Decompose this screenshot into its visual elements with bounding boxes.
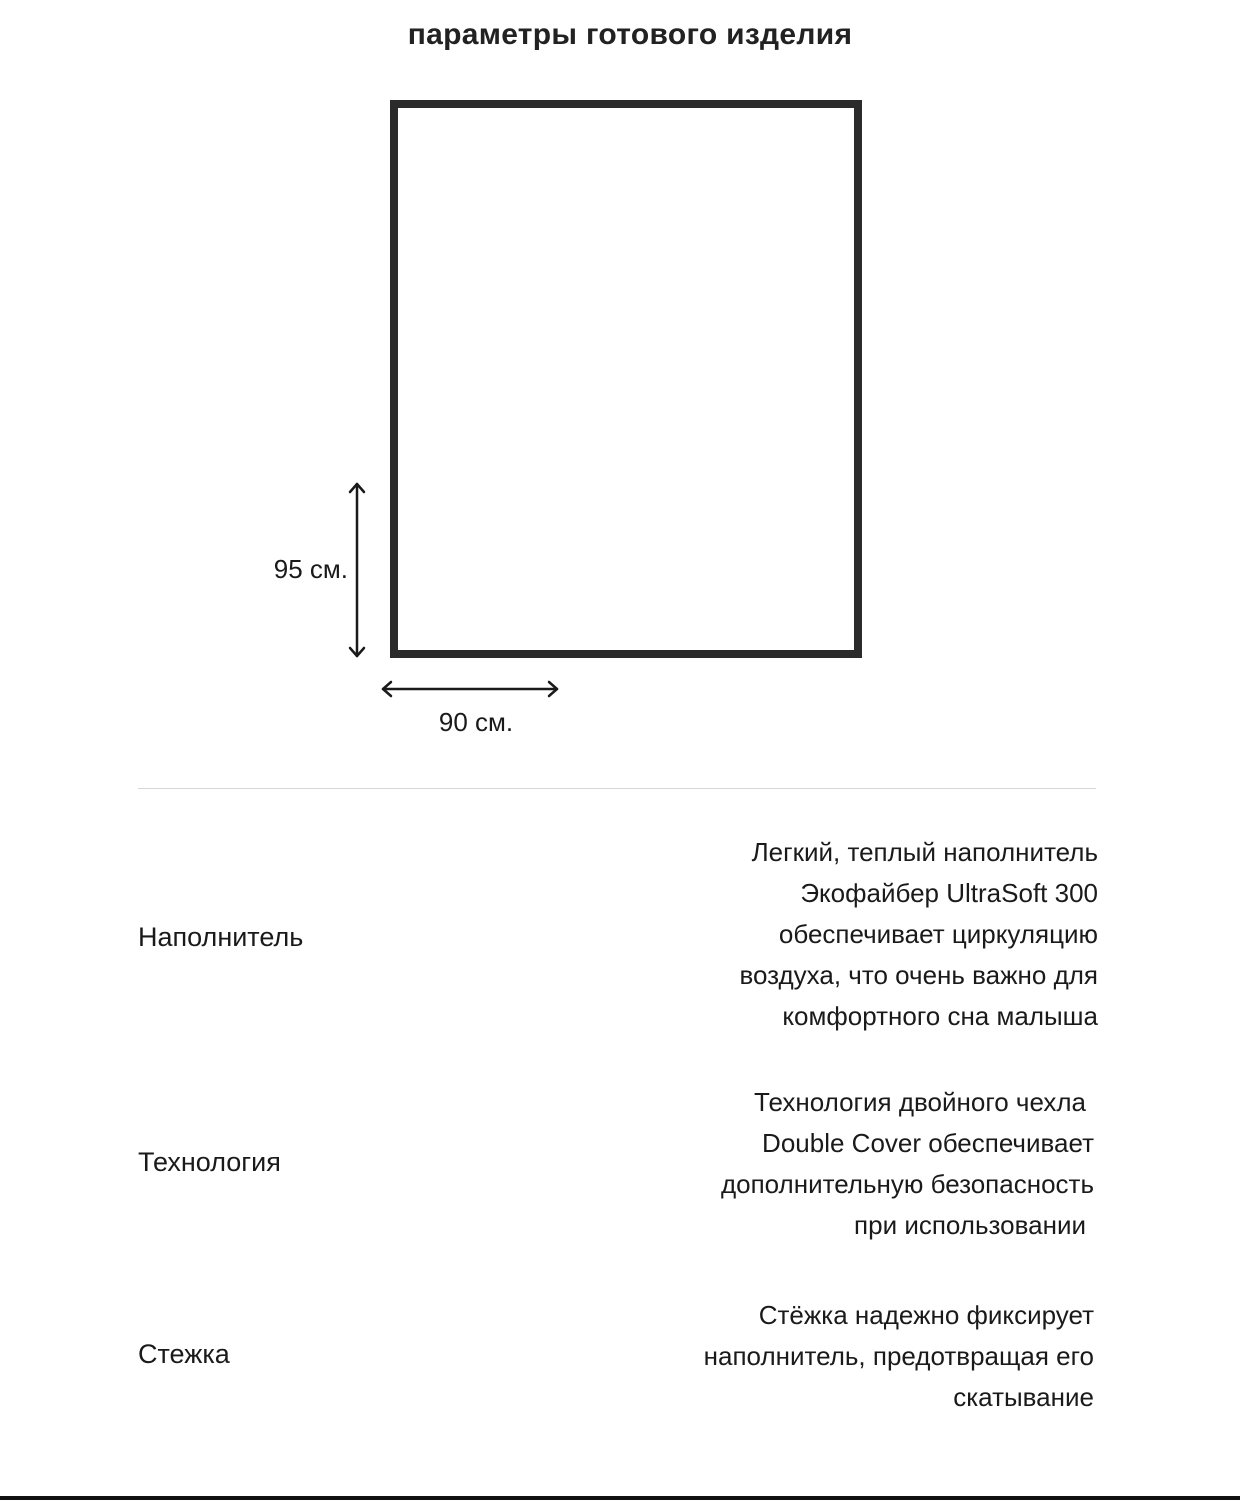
spec-label-technology: Технология xyxy=(138,1147,281,1177)
spec-value-line: при использовании xyxy=(854,1210,1086,1240)
spec-value-line: дополнительную безопасность xyxy=(720,1169,1094,1199)
bottom-border xyxy=(0,1496,1240,1500)
width-arrow-icon xyxy=(383,682,557,696)
spec-value-line: наполнитель, предотвращая его xyxy=(703,1341,1094,1371)
spec-value-line: обеспечивает циркуляцию xyxy=(778,919,1098,949)
width-label: 90 см. xyxy=(438,707,514,737)
spec-value-technology xyxy=(721,1082,1094,1246)
spec-value-line: Технология двойного чехла xyxy=(754,1087,1086,1117)
page-title: параметры готового изделия xyxy=(407,18,853,51)
spec-label-filler: Наполнитель xyxy=(138,922,304,952)
product-outline xyxy=(394,104,858,654)
height-label: 95 см. xyxy=(273,554,348,584)
spec-value-filler xyxy=(739,832,1098,1037)
spec-value-line: воздуха, что очень важно для xyxy=(739,960,1098,990)
height-arrow-icon xyxy=(350,484,364,656)
spec-value-quilting xyxy=(704,1295,1094,1418)
spec-value-line: комфортного сна малыша xyxy=(782,1001,1098,1031)
spec-value-line: Стёжка надежно фиксирует xyxy=(758,1300,1094,1330)
spec-value-line: Легкий, теплый наполнитель xyxy=(751,837,1098,867)
spec-value-line: Экофайбер UltraSoft 300 xyxy=(800,878,1098,908)
spec-value-line: Double Cover обеспечивает xyxy=(762,1128,1094,1158)
spec-value-line: скатывание xyxy=(953,1382,1094,1412)
spec-label-quilting: Стежка xyxy=(138,1339,230,1369)
section-divider xyxy=(138,788,1096,789)
